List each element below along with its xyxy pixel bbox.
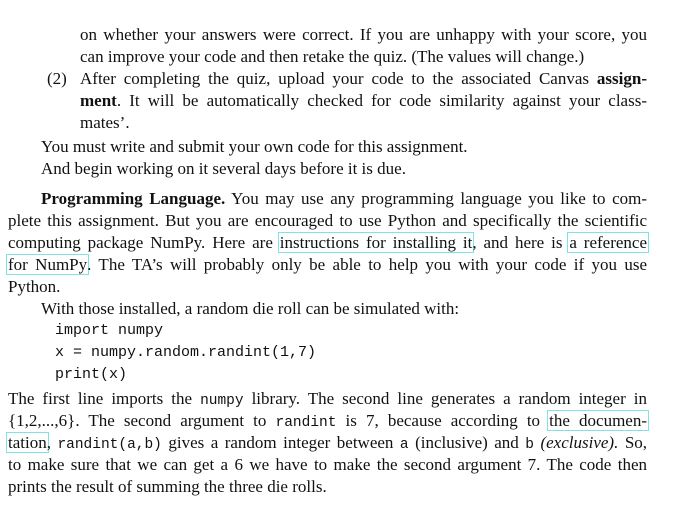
explanation-code-randint-ab: randint(a,b) [57, 437, 162, 453]
programming-text-1: You may use any programming language you like to com- [225, 189, 647, 208]
list-item-2-line-2 [80, 90, 647, 112]
programming-text-4: . The TA’s will probably only be able to help you with your code if you use [87, 255, 648, 274]
explanation-text-3d: So, [618, 433, 648, 452]
numpy-reference-link[interactable]: a reference [569, 233, 647, 252]
list-item-2-line-1 [80, 68, 647, 90]
code-line-import: import numpy [55, 322, 164, 339]
explanation-text-3c: (inclusive) and [408, 433, 526, 452]
explanation-exclusive: (exclusive). [540, 433, 619, 452]
install-instructions-link[interactable]: instructions for installing it [279, 233, 473, 252]
explanation-text-2b: is 7, because according to [336, 411, 550, 430]
programming-heading: Programming Language. [41, 189, 226, 208]
explanation-line-4: to make sure that we can get a 6 we have to make the second argument 7. The code then [8, 455, 647, 474]
programming-line-1 [41, 188, 647, 210]
programming-line-2: plete this assignment. But you are encouraged to use Python and specifically the scientific [8, 211, 647, 230]
explanation-line-5: prints the result of summing the three die rolls. [8, 477, 327, 496]
note-start-early: And begin working on it several days before it is due. [41, 159, 406, 178]
programming-text-3a: computing package NumPy. Here are [8, 233, 280, 252]
list-item-2-number: (2) [47, 69, 67, 88]
list-item-2-line-3: mates’. [80, 113, 130, 132]
programming-line-6: With those installed, a random die roll can be simulated with: [41, 299, 460, 318]
programming-text-3b: , and here is [472, 233, 570, 252]
explanation-text-1b: library. The second line generates a random integer in [243, 389, 647, 408]
list-item-2-assignment-bold-cont: ment [80, 91, 117, 110]
list-item-2-assignment-bold: assign- [596, 69, 647, 88]
list-item-2-text: After completing the quiz, upload your code to the associated Canvas [80, 69, 597, 88]
list-item-1-line-2: can improve your code and then retake the quiz. (The values will change.) [80, 47, 585, 66]
explanation-line-2 [8, 410, 647, 432]
explanation-code-b: b [525, 437, 534, 453]
explanation-text-1a: The first line imports the [8, 389, 201, 408]
code-line-randint: x = numpy.random.randint(1,7) [55, 344, 317, 361]
note-own-code: You must write and submit your own code for this assignment. [41, 137, 468, 156]
list-item-1-line-1: on whether your answers were correct. If you are unhappy with your score, you [80, 25, 647, 44]
explanation-line-1 [8, 388, 647, 410]
explanation-code-numpy: numpy [200, 393, 244, 409]
explanation-line-3 [8, 432, 647, 454]
programming-line-5: Python. [8, 277, 61, 296]
explanation-code-randint: randint [275, 415, 337, 431]
documentation-link[interactable]: the documen- [549, 411, 647, 430]
numpy-reference-link-cont[interactable]: for NumPy [8, 255, 88, 274]
explanation-text-3a: , [46, 433, 58, 452]
code-line-print: print(x) [55, 366, 128, 383]
explanation-text-3b: gives a random integer between [161, 433, 400, 452]
programming-line-3 [8, 232, 647, 254]
explanation-text-2a: {1,2,...,6}. The second argument to [8, 411, 276, 430]
documentation-link-cont[interactable]: tation [8, 433, 47, 452]
explanation-code-a: a [399, 437, 409, 453]
list-item-2-text-2: . It will be automatically checked for code similarity against your class- [116, 91, 647, 110]
programming-line-4 [8, 254, 647, 276]
